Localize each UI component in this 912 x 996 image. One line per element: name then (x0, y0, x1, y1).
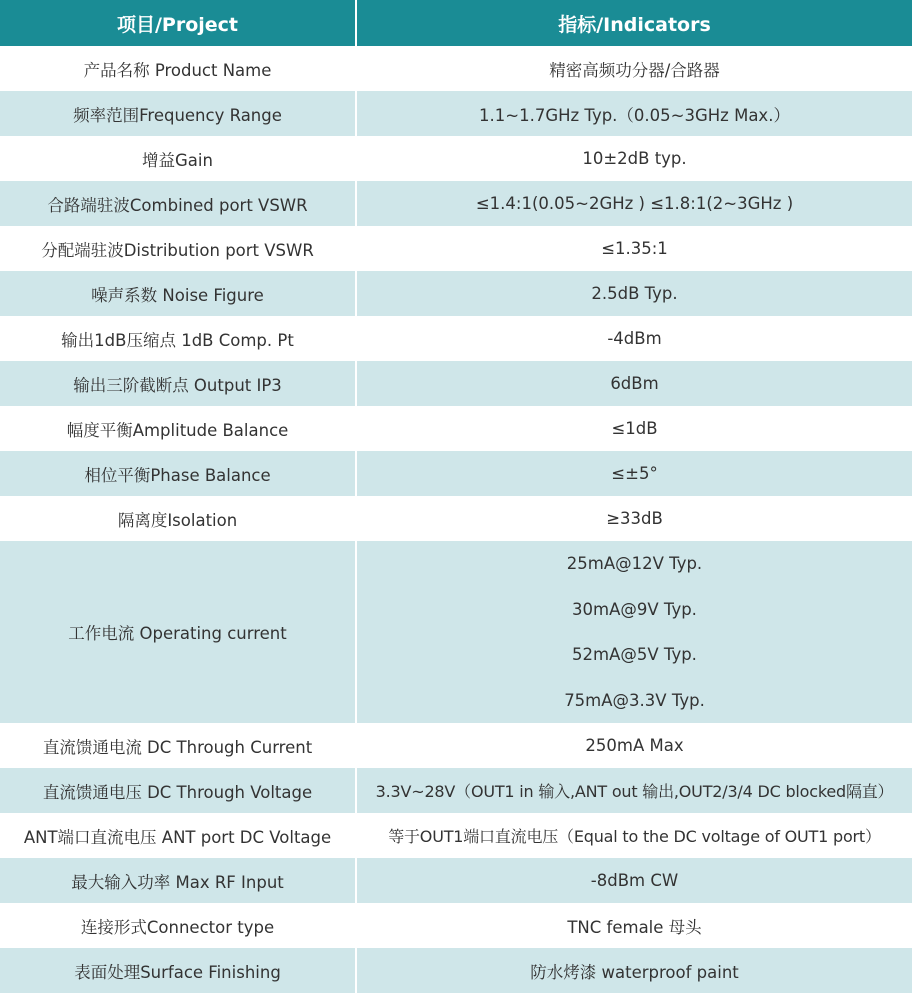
table-row-product-name (0, 46, 912, 91)
parameter-value: 3.3V~28V（OUT1 in 输入,ANT out 输出,OUT2/3/4 DC blocked隔直） (357, 768, 912, 813)
table-row-distribution-vswr (0, 226, 912, 271)
parameter-name: ANT端口直流电压 ANT port DC Voltage (0, 813, 357, 858)
current-value-12v: 25mA@12V Typ. (566, 554, 703, 573)
table-header (0, 0, 912, 46)
table-row-output-ip3 (0, 361, 912, 406)
current-value-3v3: 75mA@3.3V Typ. (564, 690, 705, 710)
parameter-name: 输出1dB压缩点 1dB Comp. Pt (0, 316, 357, 361)
parameter-value-list (357, 541, 912, 723)
parameter-value: 等于OUT1端口直流电压（Equal to the DC voltage of OUT1 port） (357, 813, 912, 858)
table-row-dc-through-voltage (0, 768, 912, 813)
parameter-name: 产品名称 Product Name (0, 46, 357, 91)
parameter-name: 直流馈通电压 DC Through Voltage (0, 768, 357, 813)
parameter-value: 1.1~1.7GHz Typ.（0.05~3GHz Max.） (357, 91, 912, 136)
table-row-max-rf-input (0, 858, 912, 903)
parameter-value: ≤1dB (357, 406, 912, 451)
table-row-1db-comp (0, 316, 912, 361)
parameter-name: 频率范围Frequency Range (0, 91, 357, 136)
parameter-value: 防水烤漆 waterproof paint (357, 948, 912, 993)
parameter-value: 10±2dB typ. (357, 136, 912, 181)
header-row (0, 0, 912, 46)
parameter-value: ≥33dB (357, 496, 912, 541)
parameter-name: 增益Gain (0, 136, 357, 181)
parameter-value: ≤1.35:1 (357, 226, 912, 271)
table-row-isolation (0, 496, 912, 541)
table-row-amplitude-balance (0, 406, 912, 451)
column-header-indicators: 指标/Indicators (357, 0, 912, 46)
parameter-value: 6dBm (357, 361, 912, 406)
parameter-value: 2.5dB Typ. (357, 271, 912, 316)
parameter-name: 合路端驻波Combined port VSWR (0, 181, 357, 226)
parameter-name: 噪声系数 Noise Figure (0, 271, 357, 316)
table-row-frequency-range (0, 91, 912, 136)
table-row-noise-figure (0, 271, 912, 316)
parameter-value: ≤1.4:1(0.05~2GHz ) ≤1.8:1(2~3GHz ) (357, 181, 912, 226)
table-row-connector-type (0, 903, 912, 948)
column-header-project: 项目/Project (0, 0, 357, 46)
parameter-value: ≤±5° (357, 451, 912, 496)
parameter-name: 工作电流 Operating current (0, 541, 357, 723)
table-row-ant-dc-voltage (0, 813, 912, 858)
parameter-value: 250mA Max (357, 723, 912, 768)
table-row-gain (0, 136, 912, 181)
parameter-name: 输出三阶截断点 Output IP3 (0, 361, 357, 406)
parameter-name: 直流馈通电流 DC Through Current (0, 723, 357, 768)
parameter-name: 幅度平衡Amplitude Balance (0, 406, 357, 451)
table-row-combined-vswr (0, 181, 912, 226)
parameter-name: 最大输入功率 Max RF Input (0, 858, 357, 903)
table-row-surface-finishing (0, 948, 912, 993)
parameter-value: -8dBm CW (357, 858, 912, 903)
table-row-phase-balance (0, 451, 912, 496)
table-row-dc-through-current (0, 723, 912, 768)
current-value-5v: 52mA@5V Typ. (572, 645, 697, 664)
table-row-operating-current (0, 541, 912, 723)
parameter-name: 连接形式Connector type (0, 903, 357, 948)
parameter-value: TNC female 母头 (357, 903, 912, 948)
parameter-value: 精密高频功分器/合路器 (357, 46, 912, 91)
parameter-name: 分配端驻波Distribution port VSWR (0, 226, 357, 271)
parameter-name: 隔离度Isolation (0, 496, 357, 541)
parameter-name: 表面处理Surface Finishing (0, 948, 357, 993)
parameter-name: 相位平衡Phase Balance (0, 451, 357, 496)
table-body (0, 46, 912, 993)
current-value-9v: 30mA@9V Typ. (572, 599, 697, 619)
parameter-value: -4dBm (357, 316, 912, 361)
